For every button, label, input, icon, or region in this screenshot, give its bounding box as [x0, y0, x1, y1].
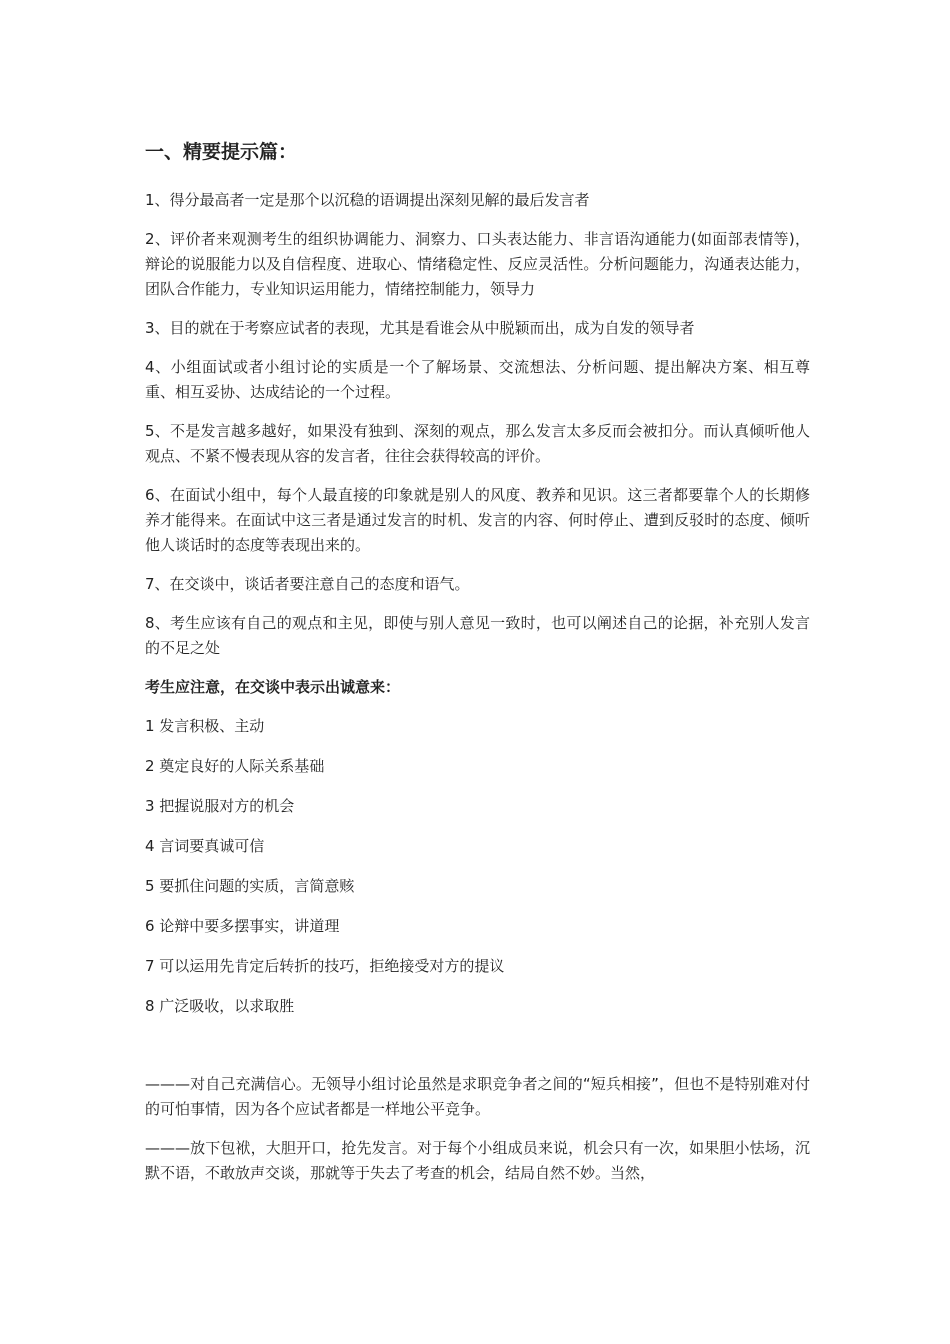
- section-spacer: [145, 1034, 810, 1072]
- point-paragraph: 6、在面试小组中，每个人最直接的印象就是别人的风度、教养和见识。这三者都要靠个人的长期修养才能得来。在面试中这三者是通过发言的时机、发言的内容、何时停止、遭到反驳时的态度、倾听他人谈话时的态度等表现出来的。: [145, 486, 810, 554]
- points-list: [145, 188, 810, 661]
- tip-item: 2 奠定良好的人际关系基础: [145, 757, 325, 775]
- dash-paragraph: ———对自己充满信心。无领导小组讨论虽然是求职竞争者之间的“短兵相接”，但也不是特别难对付的可怕事情，因为各个应试者都是一样地公平竞争。: [145, 1075, 810, 1118]
- section-heading: 一、精要提示篇：: [145, 141, 298, 163]
- tips-subheading: 考生应注意，在交谈中表示出诚意来：: [145, 678, 401, 696]
- dash-paragraph: ———放下包袱，大胆开口，抢先发言。对于每个小组成员来说，机会只有一次，如果胆小怯场，沉默不语，不敢放声交谈，那就等于失去了考查的机会，结局自然不妙。当然，: [145, 1139, 810, 1182]
- point-paragraph: 7、在交谈中，谈话者要注意自己的态度和语气。: [145, 575, 470, 593]
- point-paragraph: 3、目的就在于考察应试者的表现，尤其是看谁会从中脱颖而出，成为自发的领导者: [145, 319, 695, 337]
- tip-item: 7 可以运用先肯定后转折的技巧，拒绝接受对方的提议: [145, 957, 505, 975]
- tip-item: 5 要抓住问题的实质，言简意赅: [145, 877, 355, 895]
- tip-item: 3 把握说服对方的机会: [145, 797, 295, 815]
- tip-item: 1 发言积极、主动: [145, 717, 265, 735]
- point-paragraph: 4、小组面试或者小组讨论的实质是一个了解场景、交流想法、分析问题、提出解决方案、相互尊重、相互妥协、达成结论的一个过程。: [145, 358, 810, 401]
- document-content: [145, 138, 810, 1200]
- tip-item: 8 广泛吸收，以求取胜: [145, 997, 295, 1015]
- tip-item: 4 言词要真诚可信: [145, 837, 265, 855]
- tip-item: 6 论辩中要多摆事实，讲道理: [145, 917, 340, 935]
- point-paragraph: 5、不是发言越多越好，如果没有独到、深刻的观点，那么发言太多反而会被扣分。而认真倾听他人观点、不紧不慢表现从容的发言者，往往会获得较高的评价。: [145, 422, 810, 465]
- point-paragraph: 1、得分最高者一定是那个以沉稳的语调提出深刻见解的最后发言者: [145, 191, 590, 209]
- point-paragraph: 2、评价者来观测考生的组织协调能力、洞察力、口头表达能力、非言语沟通能力(如面部表情等)，辩论的说服能力以及自信程度、进取心、情绪稳定性、反应灵活性。分析问题能力，沟通表达能力，团队合作能力，专业知识运用能力，情绪控制能力，领导力: [145, 230, 810, 298]
- tips-list: [145, 714, 810, 1019]
- dash-paragraphs: [145, 1072, 810, 1186]
- point-paragraph: 8、考生应该有自己的观点和主见，即使与别人意见一致时，也可以阐述自己的论据，补充别人发言的不足之处: [145, 614, 810, 657]
